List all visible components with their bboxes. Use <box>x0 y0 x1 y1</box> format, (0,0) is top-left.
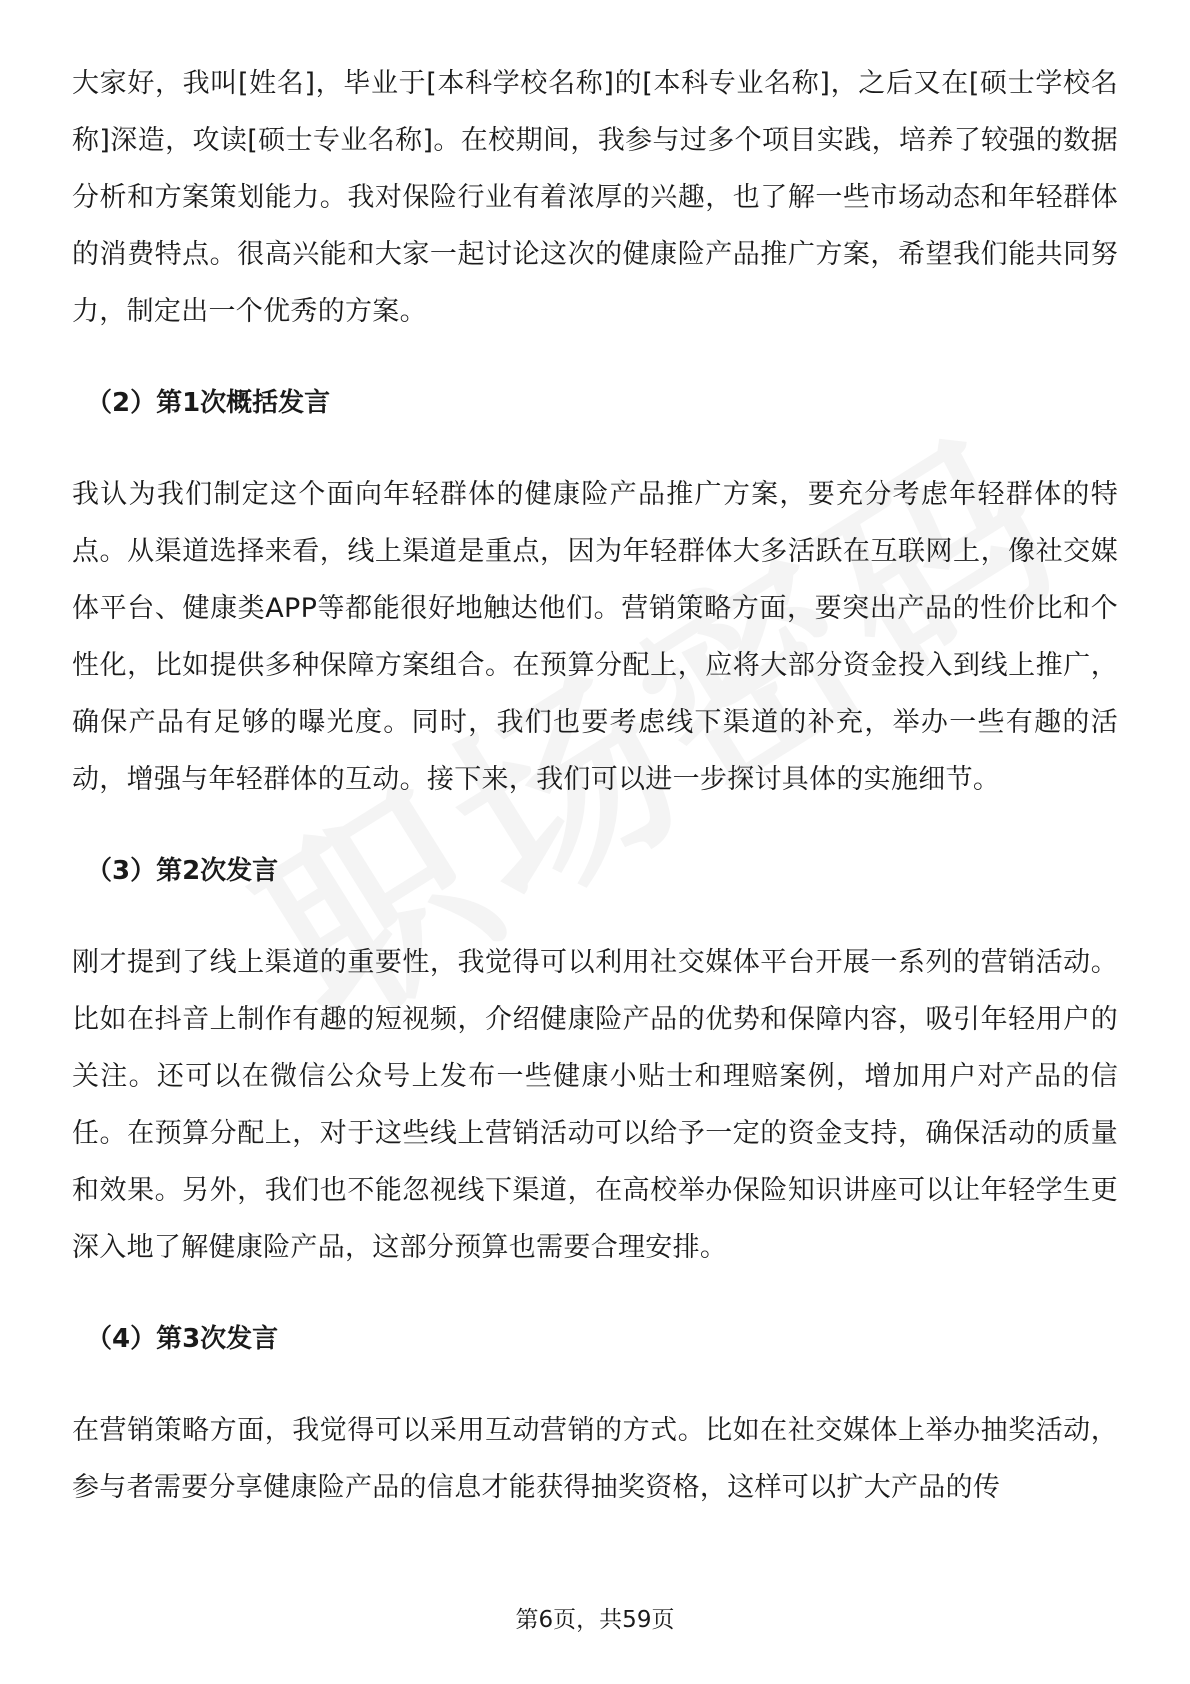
document-body <box>72 55 1118 1516</box>
speech-1-paragraph: 我认为我们制定这个面向年轻群体的健康险产品推广方案，要充分考虑年轻群体的特点。从渠道选择来看，线上渠道是重点，因为年轻群体大多活跃在互联网上，像社交媒体平台、健康类APP等都能很好地触达他们。营销策略方面，要突出产品的性价比和个性化，比如提供多种保障方案组合。在预算分配上，应将大部分资金投入到线上推广，确保产品有足够的曝光度。同时，我们也要考虑线下渠道的补充，举办一些有趣的活动，增强与年轻群体的互动。接下来，我们可以进一步探讨具体的实施细节。 <box>72 479 1118 795</box>
speech-3-paragraph: 在营销策略方面，我觉得可以采用互动营销的方式。比如在社交媒体上举办抽奖活动，参与者需要分享健康险产品的信息才能获得抽奖资格，这样可以扩大产品的传 <box>72 1415 1118 1503</box>
page-number-footer: 第6页，共59页 <box>515 1607 675 1633</box>
section-heading-2: （2）第1次概括发言 <box>86 388 331 418</box>
section-heading-3: （3）第2次发言 <box>86 856 279 886</box>
speech-2-paragraph: 刚才提到了线上渠道的重要性，我觉得可以利用社交媒体平台开展一系列的营销活动。比如在抖音上制作有趣的短视频，介绍健康险产品的优势和保障内容，吸引年轻用户的关注。还可以在微信公众号上发布一些健康小贴士和理赔案例，增加用户对产品的信任。在预算分配上，对于这些线上营销活动可以给予一定的资金支持，确保活动的质量和效果。另外，我们也不能忽视线下渠道，在高校举办保险知识讲座可以让年轻学生更深入地了解健康险产品，这部分预算也需要合理安排。 <box>72 947 1118 1263</box>
intro-paragraph: 大家好，我叫[姓名]，毕业于[本科学校名称]的[本科专业名称]，之后又在[硕士学校名称]深造，攻读[硕士专业名称]。在校期间，我参与过多个项目实践，培养了较强的数据分析和方案策划能力。我对保险行业有着浓厚的兴趣，也了解一些市场动态和年轻群体的消费特点。很高兴能和大家一起讨论这次的健康险产品推广方案，希望我们能共同努力，制定出一个优秀的方案。 <box>72 68 1118 327</box>
section-heading-4: （4）第3次发言 <box>86 1324 279 1354</box>
